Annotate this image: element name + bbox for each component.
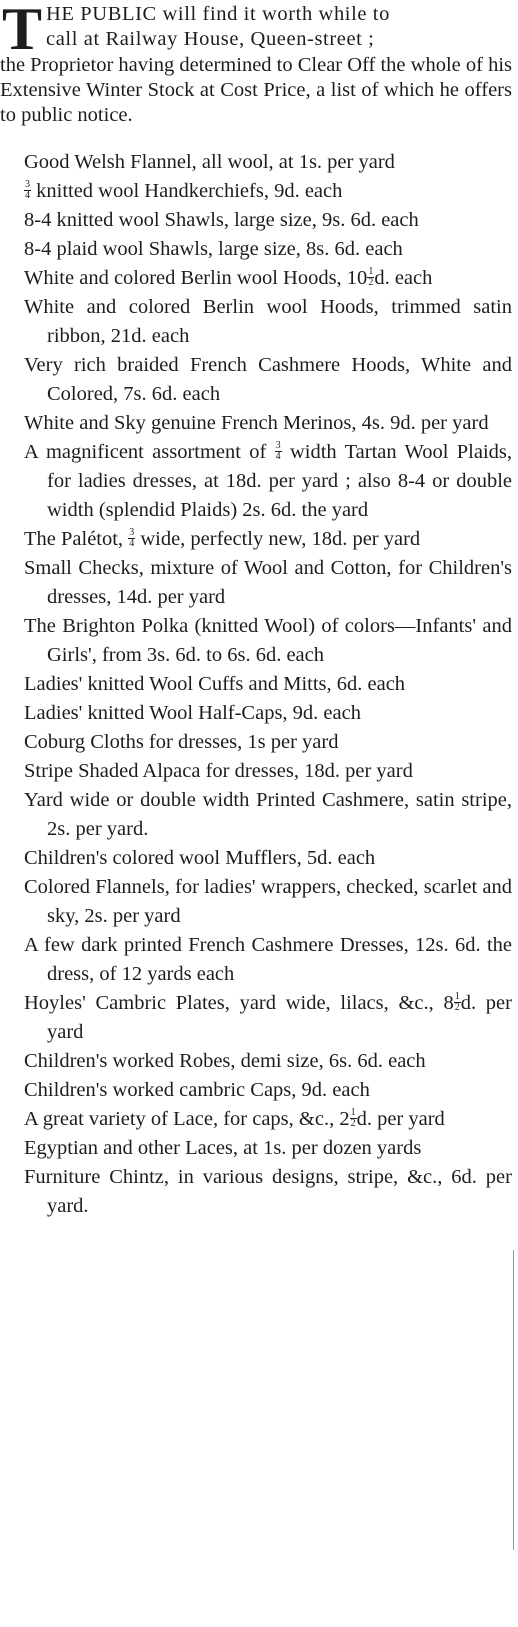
item-text: White and colored Berlin wool Hoods, trimmed satin ribbon, 21d. each (24, 296, 512, 347)
item-text: A few dark printed French Cashmere Dresses, 12s. 6d. the dress, of 12 yards each (24, 934, 512, 985)
fraction-numerator: 1 (350, 1106, 356, 1118)
fraction (24, 180, 31, 201)
item-text: 8-4 knitted wool Shawls, large size, 9s. 6d. each (24, 209, 419, 231)
fraction (275, 441, 282, 462)
fraction-numerator: 1 (454, 990, 460, 1002)
list-item (0, 235, 512, 264)
drop-cap: T (2, 0, 43, 62)
fraction-numerator: 3 (25, 178, 30, 190)
item-text-after: d. per yard (356, 1108, 445, 1130)
list-item (0, 554, 512, 612)
list-item (0, 293, 512, 351)
item-text-before: A magnificent assortment of (24, 441, 267, 463)
item-text: Yard wide or double width Printed Cashmere, satin stripe, 2s. per yard. (24, 789, 512, 840)
list-item (0, 786, 512, 844)
list-item (0, 1047, 512, 1076)
item-text: knitted wool Handkerchiefs, 9d. each (36, 180, 343, 202)
list-item (0, 873, 512, 931)
list-item (0, 525, 512, 554)
fraction-numerator: 3 (129, 526, 135, 538)
item-text-before: The Palétot, (24, 528, 124, 550)
list-item (0, 148, 512, 177)
item-text-after: d. per yard (47, 992, 512, 1043)
item-text: 8-4 plaid wool Shawls, large size, 8s. 6d. each (24, 238, 403, 260)
fraction-numerator: 1 (368, 265, 374, 277)
item-text: Colored Flannels, for ladies' wrappers, checked, scarlet and sky, 2s. per yard (24, 876, 512, 927)
list-item (0, 1163, 512, 1221)
fraction-denominator: 2 (350, 1117, 356, 1129)
item-text: Very rich braided French Cashmere Hoods, White and Colored, 7s. 6d. each (24, 354, 512, 405)
list-item (0, 1134, 512, 1163)
intro-line-2: call at Railway House, Queen-street ; (46, 28, 375, 50)
list-item (0, 931, 512, 989)
item-text: Children's colored wool Mufflers, 5d. each (24, 847, 376, 869)
item-text: Stripe Shaded Alpaca for dresses, 18d. per yard (24, 760, 413, 782)
list-item (0, 409, 512, 438)
item-text-after: d. each (374, 267, 433, 289)
list-item (0, 1076, 512, 1105)
item-text-before: A great variety of Lace, for caps, &c., 2 (24, 1108, 350, 1130)
list-item (0, 206, 512, 235)
item-text: Children's worked cambric Caps, 9d. each (24, 1079, 370, 1101)
item-text: Ladies' knitted Wool Cuffs and Mitts, 6d. each (24, 673, 406, 695)
item-text: Small Checks, mixture of Wool and Cotton, for Children's dresses, 14d. per yard (24, 557, 512, 608)
list-item (0, 351, 512, 409)
list-item (0, 177, 512, 206)
list-item (0, 699, 512, 728)
item-text: Furniture Chintz, in various designs, stripe, &c., 6d. per yard. (24, 1166, 512, 1217)
item-text-after: wide, perfectly new, 18d. per yard (140, 528, 421, 550)
list-item (0, 757, 512, 786)
list-item (0, 989, 512, 1047)
item-text: Coburg Cloths for dresses, 1s per yard (24, 731, 339, 753)
item-text: White and Sky genuine French Merinos, 4s. 9d. per yard (24, 412, 489, 434)
list-item (0, 438, 512, 525)
item-text-before: Hoyles' Cambric Plates, yard wide, lilacs, &c., 8 (24, 992, 454, 1014)
item-text: The Brighton Polka (knitted Wool) of colors—Infants' and Girls', from 3s. 6d. to 6s. 6d. each (24, 615, 512, 666)
list-item (0, 1105, 512, 1134)
fraction (454, 992, 461, 1013)
list-item (0, 844, 512, 873)
item-text: Children's worked Robes, demi size, 6s. 6d. each (24, 1050, 426, 1072)
fraction (367, 267, 374, 288)
intro-paragraph (0, 2, 512, 128)
price-list (0, 148, 512, 1221)
fraction-numerator: 3 (275, 439, 281, 451)
intro-line-1: HE PUBLIC will find it worth while to (46, 3, 390, 25)
fraction-denominator: 4 (129, 537, 135, 549)
fraction-denominator: 2 (454, 1001, 460, 1013)
list-item (0, 728, 512, 757)
list-item (0, 670, 512, 699)
list-item (0, 264, 512, 293)
fraction-denominator: 4 (25, 189, 30, 201)
list-item (0, 612, 512, 670)
item-text: Ladies' knitted Wool Half-Caps, 9d. each (24, 702, 361, 724)
fraction-denominator: 2 (368, 276, 374, 288)
intro-body: the Proprietor having determined to Clear Off the whole of his Extensive Winter Stock at Cost Price, a list of which he offers to public notice. (0, 54, 512, 126)
column-rule (513, 1250, 514, 1550)
fraction (128, 528, 135, 549)
item-text-after: width Tartan Wool Plaids, for ladies dresses, at 18d. per yard ; also 8-4 or double width (splendid Plaids) 2s. 6d. the yard (47, 441, 512, 521)
fraction (350, 1108, 357, 1129)
item-text: Egyptian and other Laces, at 1s. per dozen yards (24, 1137, 422, 1159)
item-text-before: White and colored Berlin wool Hoods, 10 (24, 267, 368, 289)
item-text: Good Welsh Flannel, all wool, at 1s. per yard (24, 151, 395, 173)
fraction-denominator: 4 (275, 450, 281, 462)
